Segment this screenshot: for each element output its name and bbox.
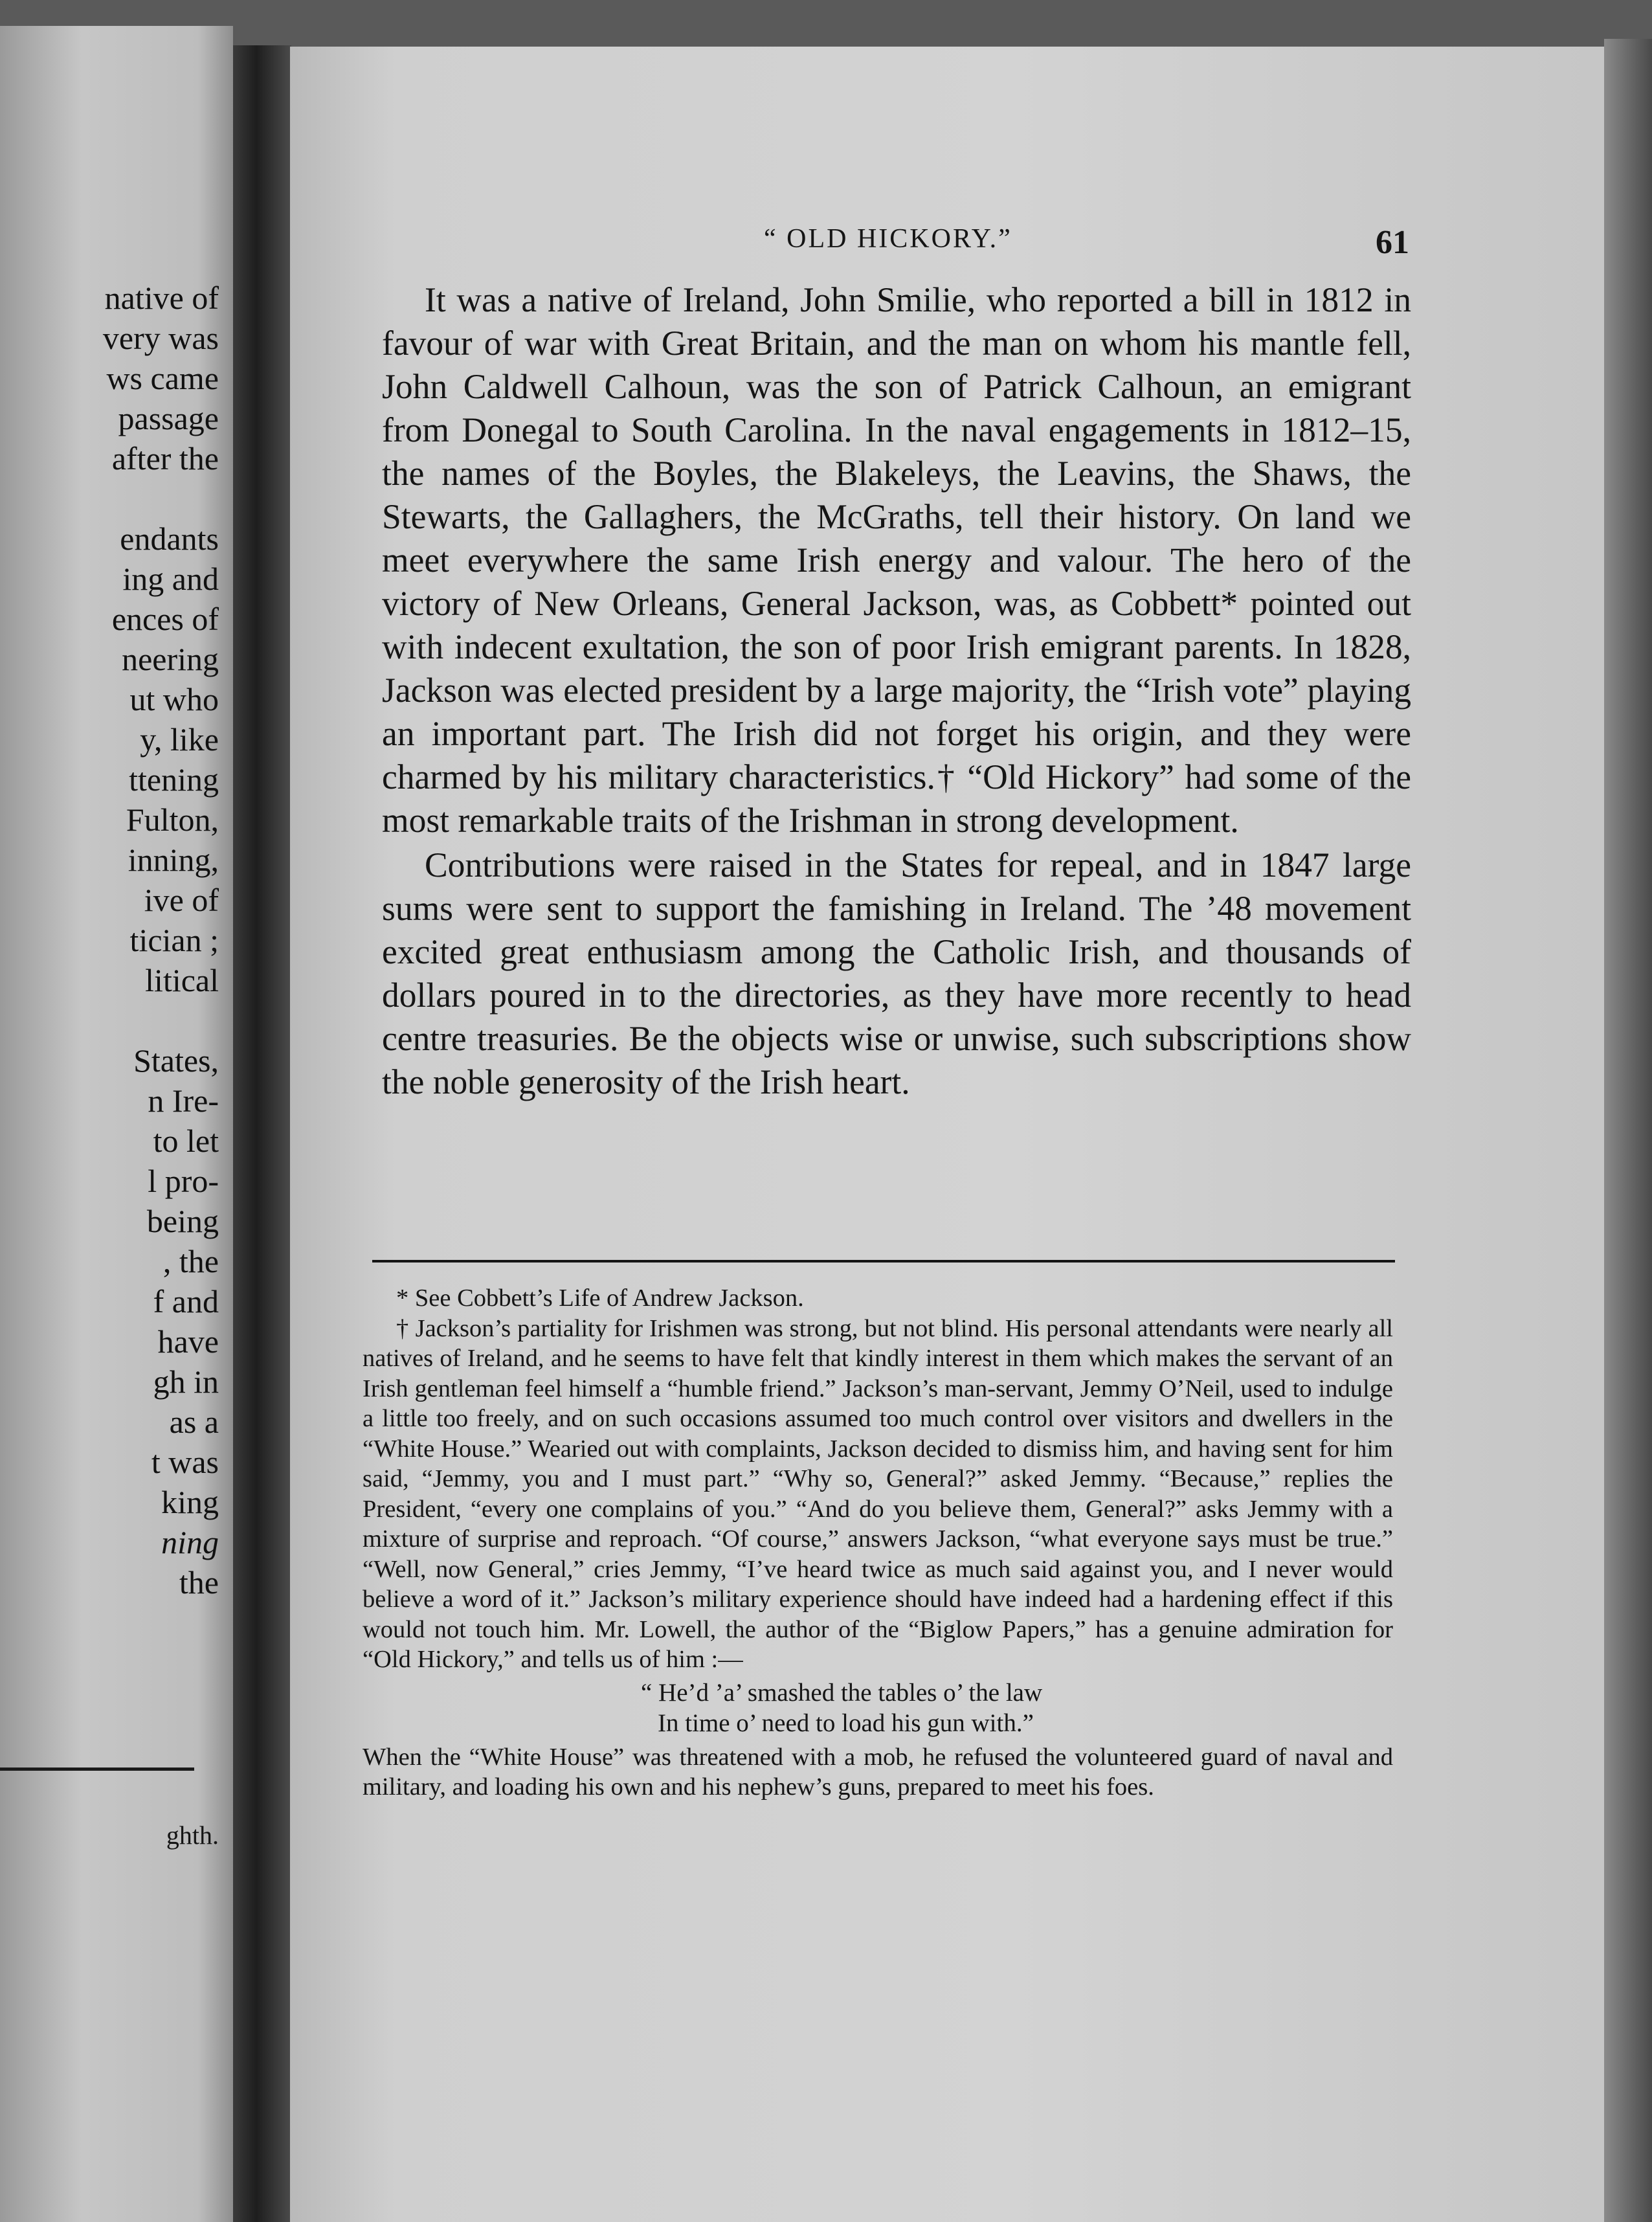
paragraph: It was a native of Ireland, John Smilie, who reported a bill in 1812 in favour of war with Great Britain, and the man on whom his mantle fell, John Caldwell Calhoun, was the son of Patrick Calhoun, an emigrant from Donegal to South Carolina. In the naval engagements in 1812–15, the names of the Boyles, the Blakeleys, the Leavins, the Shaws, the Stewarts, the Gallaghers, the McGraths, tell their history. On land we meet everywhere the same Irish energy and valour. The hero of the victory of New Orleans, General Jackson, was, as Cobbett* pointed out with indecent exultation, the son of poor Irish emigrant parents. In 1828, Jackson was elected president by a large majority, the “Irish vote” playing an important part. The Irish did not forget his origin, and they were charmed by his military characteristics.† “Old Hickory” had some of the most remarkable traits of the Irishman in strong development.	[382, 280, 1411, 840]
facing-page-line: tician ;	[129, 922, 219, 958]
facing-page-line: endants	[120, 521, 219, 557]
facing-page-line: ning	[161, 1524, 219, 1560]
facing-page-line: ive of	[144, 882, 219, 918]
facing-page-line: f and	[153, 1283, 219, 1319]
facing-page-line: litical	[145, 962, 219, 998]
facing-page-line: ing and	[122, 561, 219, 597]
main-text	[382, 278, 1411, 1104]
facing-page-line: very was	[102, 320, 219, 356]
footnote-jackson: † Jackson’s partiality for Irishmen was strong, but not blind. His personal attendants were nearly all natives of Ireland, and he seems to have felt that kindly interest in them which makes the servant of an Irish gentleman feel himself a “humble friend.” Jackson’s man-servant, Jemmy O’Neil, used to indulge a little too freely, and on such occasions assumed too much control over visitors and dwellers in the “White House.” Wearied out with complaints, Jackson decided to dismiss him, and having sent for him said, “Jemmy, you and I must part.” “Why so, General?” asked Jemmy. “Because,” replies the President, “every one complains of you.” “And do you believe them, General?” asks Jemmy with a mixture of surprise and reproach. “Of course,” answers Jackson, “what everyone says must be true.” “Well, now General,” cries Jemmy, “I’ve heard twice as much said against you, and I never would believe a word of it.” Jackson’s military experience should have indeed had a hardening effect if this would not touch him. Mr. Lowell, the author of the “Biglow Papers,” has a genuine admiration for “Old Hickory,” and tells us of him :—	[363, 1314, 1393, 1673]
facing-page-line: ut who	[129, 681, 219, 717]
facing-page-line: t was	[151, 1444, 219, 1480]
facing-page-line: ws came	[106, 360, 219, 396]
facing-page-line: ences of	[111, 601, 219, 637]
facing-page-footnote-rule	[0, 1768, 194, 1771]
footnote-rule	[372, 1260, 1395, 1262]
facing-page	[0, 26, 233, 2222]
footnotes	[363, 1283, 1393, 1802]
facing-page-line: y, like	[140, 721, 219, 758]
facing-page-line: native of	[104, 280, 219, 316]
facing-page-footnote-fragment: ghth.	[166, 1821, 219, 1850]
facing-page-line: after the	[111, 440, 219, 477]
verse-quote	[363, 1678, 1393, 1738]
facing-page-line: king	[161, 1484, 219, 1520]
facing-page-line: ttening	[129, 761, 219, 798]
footnote-cobbett: * See Cobbett’s Life of Andrew Jackson.	[396, 1285, 804, 1312]
facing-page-line: States,	[133, 1042, 219, 1079]
facing-page-line: inning,	[128, 842, 219, 878]
running-title: “ OLD HICKORY.”	[764, 224, 1012, 254]
facing-page-line: to let	[153, 1123, 219, 1159]
facing-page-line: the	[179, 1564, 219, 1600]
facing-page-line: neering	[122, 641, 219, 677]
page-number: 61	[1376, 224, 1409, 261]
facing-page-line: , the	[162, 1243, 219, 1279]
book-gutter	[233, 45, 291, 2222]
facing-page-line: as a	[169, 1404, 219, 1440]
page-edge-shadow	[1604, 39, 1652, 2222]
facing-page-line: being	[146, 1203, 219, 1239]
facing-page-line: have	[157, 1323, 219, 1360]
facing-page-line: n Ire-	[148, 1083, 219, 1119]
facing-page-line: passage	[118, 400, 219, 436]
footnote-closing: When the “White House” was threatened with a mob, he refused the volunteered guard of naval and military, and loading his own and his nephew’s guns, prepared to meet his foes.	[363, 1743, 1393, 1801]
paragraph: Contributions were raised in the States for repeal, and in 1847 large sums were sent to support the famishing in Ireland. The ’48 movement excited great enthusiasm among the Catholic Irish, and thousands of dollars poured in to the directories, as they have more recently to head centre treasuries. Be the objects wise or unwise, such subscriptions show the noble generosity of the Irish heart.	[382, 846, 1411, 1101]
verse-line: In time o’ need to load his gun with.”	[658, 1709, 1034, 1737]
facing-page-line: l pro-	[148, 1163, 219, 1199]
verse-line: “ He’d ’a’ smashed the tables o’ the law	[641, 1678, 1043, 1707]
facing-page-line: Fulton,	[126, 802, 219, 838]
facing-page-line: gh in	[153, 1364, 219, 1400]
